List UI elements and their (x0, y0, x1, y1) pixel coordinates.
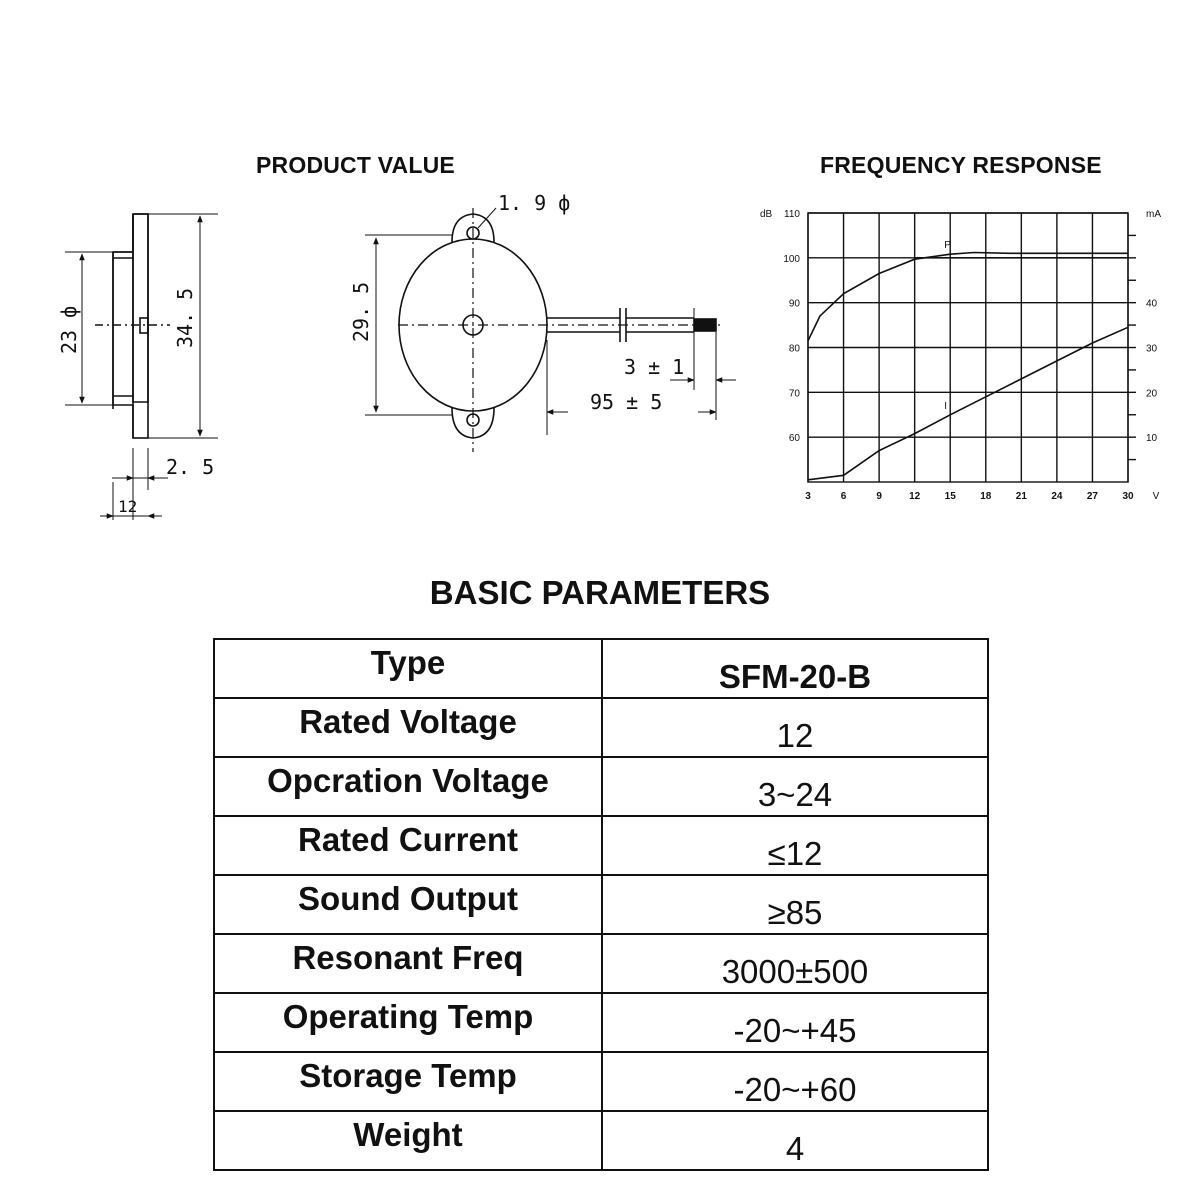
param-label: Operating Temp (214, 993, 602, 1052)
param-label: Resonant Freq (214, 934, 602, 993)
x-tick-label: 21 (1015, 491, 1027, 502)
y-left-tick-label: 110 (784, 209, 800, 220)
x-tick-label: 9 (876, 491, 882, 502)
y-left-tick-label: 60 (788, 433, 800, 445)
table-row (214, 816, 988, 875)
y-right-tick-label: 30 (1146, 343, 1158, 355)
x-tick-label: 6 (840, 491, 847, 502)
y-left-tick-label: 80 (788, 343, 800, 355)
table-row (214, 757, 988, 816)
dim-2-5-label: 2. 5 (166, 455, 215, 479)
y-right-tick-label: 20 (1146, 388, 1158, 400)
x-tick-label: 18 (980, 491, 992, 502)
y-left-tick-label: 90 (788, 298, 800, 310)
x-tick-label: 15 (944, 491, 956, 502)
x-tick-label: 12 (909, 491, 921, 502)
x-tick-label: 30 (1122, 491, 1134, 502)
basic-parameters-title: BASIC PARAMETERS (429, 574, 771, 611)
y-right-tick-label: 10 (1146, 433, 1158, 445)
param-value: 3000±500 (602, 934, 988, 993)
y-right-unit-label: mA (1146, 209, 1161, 220)
dim-lead-label: 95 ± 5 (590, 390, 663, 414)
table-row (214, 934, 988, 993)
y-right-tick-label: 40 (1146, 298, 1158, 310)
param-label: Type (214, 639, 602, 698)
param-value: 12 (602, 698, 988, 757)
series-label: P (944, 240, 951, 252)
param-label: Opcration Voltage (214, 757, 602, 816)
series-line-p (808, 253, 1128, 341)
dim-29-5-label: 29. 5 (349, 281, 373, 342)
param-value: SFM-20-B (602, 639, 988, 698)
table-row (214, 875, 988, 934)
param-value: -20~+45 (602, 993, 988, 1052)
table-row (214, 639, 988, 698)
y-left-unit-label: dB (760, 209, 773, 220)
frequency-response-chart (752, 196, 1172, 516)
y-left-tick-label: 100 (783, 253, 800, 265)
dim-23-label: 23 ф (57, 305, 81, 354)
dim-strip-label: 3 ± 1 (624, 355, 685, 379)
table-row (214, 698, 988, 757)
side-view-outline (113, 214, 148, 409)
basic-parameters-table (213, 638, 989, 1171)
param-value: ≥85 (602, 875, 988, 934)
x-tick-label: 27 (1086, 491, 1099, 502)
param-label: Storage Temp (214, 1052, 602, 1111)
table-row (214, 993, 988, 1052)
table-row (214, 1111, 988, 1170)
param-label: Weight (214, 1111, 602, 1170)
x-tick-label: 3 (805, 491, 811, 502)
param-value: 3~24 (602, 757, 988, 816)
param-value: ≤12 (602, 816, 988, 875)
y-left-tick-label: 70 (788, 388, 800, 400)
param-value: 4 (602, 1111, 988, 1170)
product-dimension-drawing (0, 190, 760, 530)
series-label: I (944, 400, 948, 412)
param-value: -20~+60 (602, 1052, 988, 1111)
dim-12-label: 12 (118, 497, 138, 516)
param-label: Rated Voltage (214, 698, 602, 757)
param-label: Sound Output (214, 875, 602, 934)
x-tick-label: 24 (1051, 491, 1063, 502)
frequency-response-title: FREQUENCY RESPONSE (820, 152, 1102, 178)
dim-34-5-label: 34. 5 (173, 287, 197, 348)
series-line-i (808, 327, 1128, 480)
dim-hole-label: 1. 9 ф (498, 191, 571, 215)
x-unit-label: V (1152, 491, 1160, 502)
param-label: Rated Current (214, 816, 602, 875)
product-value-title: PRODUCT VALUE (256, 152, 455, 178)
table-row (214, 1052, 988, 1111)
